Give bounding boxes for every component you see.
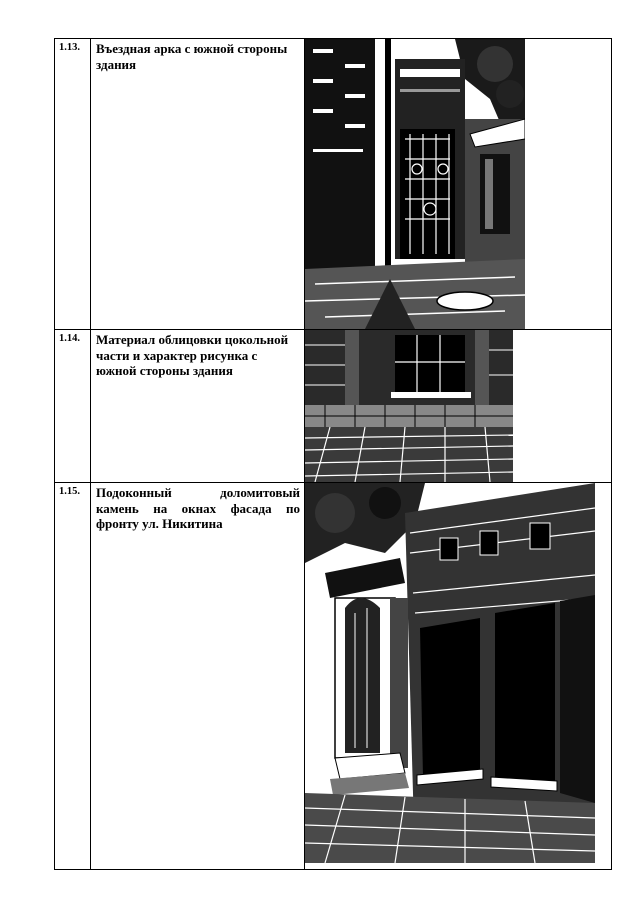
row-number: 1.15. [59,486,80,497]
table-row [55,483,612,870]
row-description: Въездная арка с южной стороны здания [96,41,288,72]
photo-plinth-cladding-south [305,330,513,482]
row-photo-cell [305,483,612,870]
row-photo-cell [305,330,612,483]
table-row [55,330,612,483]
photo-arch-south-entrance [305,39,525,329]
row-number-cell [55,483,91,870]
row-description: Материал облицовки цокольной части и характер рисунка с южной стороны здания [96,332,289,378]
row-description-cell [91,483,305,870]
photo-dolomite-window-sills [305,483,595,863]
row-description-cell [91,39,305,330]
row-number: 1.13. [59,42,80,53]
document-sheet [54,38,611,869]
row-number: 1.14. [59,333,80,344]
row-number-cell [55,330,91,483]
row-description-cell [91,330,305,483]
row-description: Подоконный доломитовый камень на окнах фасада по фронту ул. Никитина [96,485,300,531]
row-number-cell [55,39,91,330]
table-row [55,39,612,330]
row-photo-cell [305,39,612,330]
elements-table [54,38,612,870]
